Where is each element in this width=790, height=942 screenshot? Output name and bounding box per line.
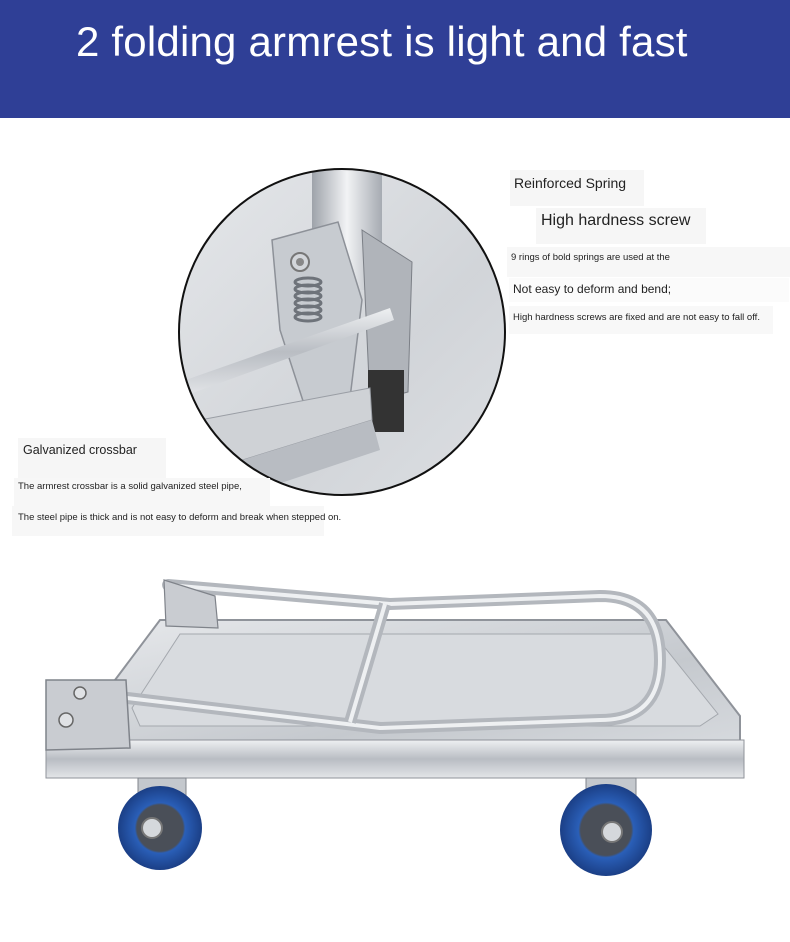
pipe-description: The steel pipe is thick and is not easy to deform and break when stepped on.	[12, 506, 324, 536]
screws-fixed-text: High hardness screws are fixed and are not easy to fall off.	[509, 306, 773, 334]
trolley	[46, 580, 744, 876]
banner-title: 2 folding armrest is light and fast	[76, 18, 688, 65]
galvanized-crossbar-label: Galvanized crossbar	[18, 438, 166, 478]
reinforced-spring-label: Reinforced Spring	[510, 170, 644, 206]
crossbar-description: The armrest crossbar is a solid galvanized steel pipe,	[14, 478, 270, 508]
not-easy-deform-text: Not easy to deform and bend;	[509, 278, 789, 302]
high-hardness-screw-label: High hardness screw	[536, 208, 706, 244]
spring-rings-text: 9 rings of bold springs are used at the	[507, 247, 790, 277]
detail-circle	[170, 160, 520, 510]
